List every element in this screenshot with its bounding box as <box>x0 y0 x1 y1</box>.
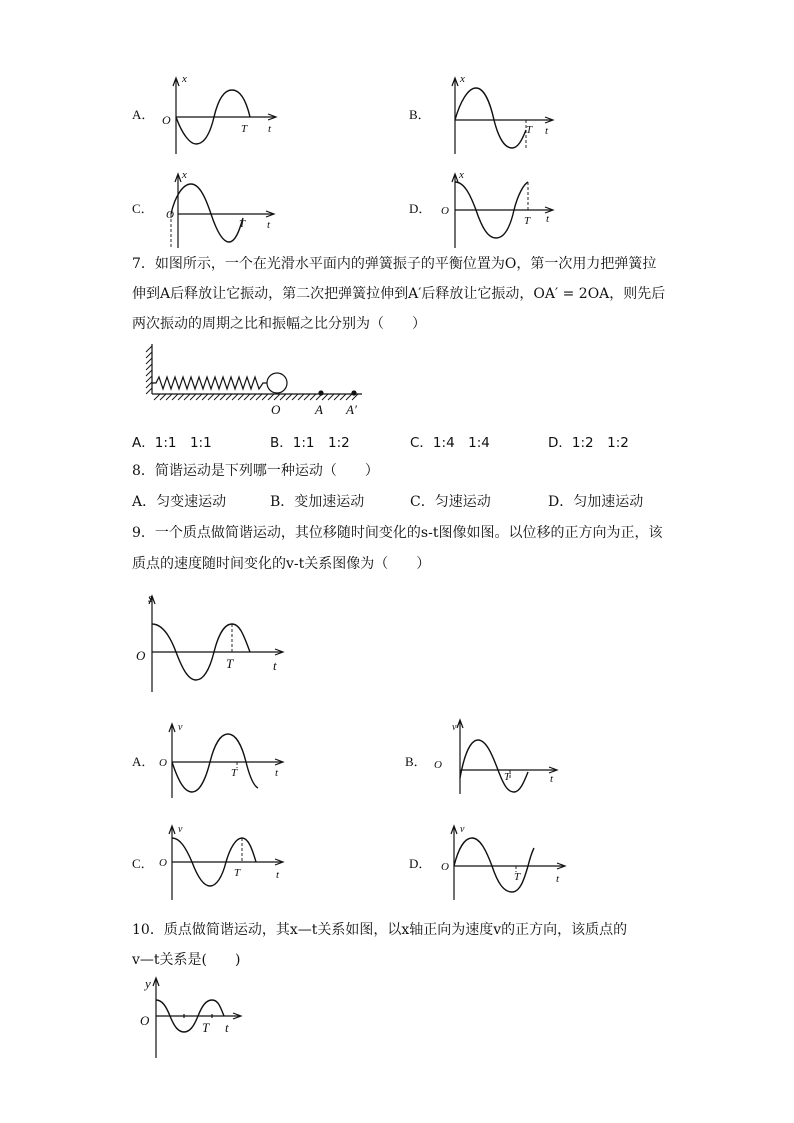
q10-origin: O <box>140 1013 150 1028</box>
q9-b-axis-v: v <box>452 722 457 733</box>
q6-graph-b <box>440 72 570 158</box>
q9-c-tick-T: T <box>234 867 241 879</box>
q6-option-b-label[interactable]: B． <box>409 107 431 122</box>
q6-b-axis-x-label: x <box>460 73 465 85</box>
q9-tick-T: T <box>226 656 234 671</box>
q9-b-tick-T: T <box>504 771 511 783</box>
q7-choice-d[interactable]: D．1:2 1:2 <box>548 435 629 451</box>
q9-option-a-label[interactable]: A． <box>132 754 155 769</box>
q6-b-tick-T: T <box>526 124 533 136</box>
q9-graph-a <box>158 720 293 800</box>
q10-tick-T: T <box>202 1020 210 1035</box>
q8-choice-d[interactable]: D．匀加速运动 <box>548 494 644 510</box>
q6-c-tick-T: T <box>239 218 246 230</box>
q9-d-axis-v: v <box>460 824 465 835</box>
point-A <box>318 390 323 395</box>
label-A-prime: A′ <box>346 402 357 417</box>
oscillator-ball <box>267 373 287 393</box>
q7-choice-b[interactable]: B．1:1 1:2 <box>270 435 350 451</box>
q9-origin: O <box>136 648 146 663</box>
q10-stem-line2: v—t关系是( ) <box>132 952 241 968</box>
q6-d-axis-x-label: x <box>459 169 464 181</box>
q6-c-axis-t: t <box>267 219 271 231</box>
q6-option-a-label[interactable]: A． <box>132 107 155 122</box>
q6-a-axis-t: t <box>268 123 272 135</box>
q10-x-t-graph <box>140 974 250 1064</box>
q8-choice-b[interactable]: B．变加速运动 <box>270 494 365 510</box>
q9-s-t-graph <box>136 590 296 695</box>
q6-graph-c <box>163 170 288 250</box>
q9-option-c-label[interactable]: C． <box>132 856 154 871</box>
q6-c-axis-x-label: x <box>182 169 187 181</box>
q9-option-b-label[interactable]: B． <box>405 754 427 769</box>
q7-stem-line1: 7．如图所示，一个在光滑水平面内的弹簧振子的平衡位置为O，第一次用力把弹簧拉 <box>132 256 657 272</box>
q9-d-origin: O <box>441 861 449 873</box>
q9-b-origin: O <box>434 759 442 771</box>
q6-a-axis-x-label: x <box>182 73 187 85</box>
q9-c-axis-t: t <box>276 869 280 881</box>
q6-graph-d <box>438 170 563 250</box>
q9-graph-b <box>434 716 566 798</box>
q6-b-axis-t: t <box>545 125 549 137</box>
q9-b-axis-t: t <box>550 773 554 785</box>
q9-c-origin: O <box>159 857 167 869</box>
q6-option-d-label[interactable]: D． <box>409 201 432 216</box>
q9-graph-d <box>440 822 575 902</box>
q10-axis-y: y <box>145 976 151 991</box>
q9-stem-line1: 9．一个质点做简谐运动，其位移随时间变化的s-t图像如图。以位移的正方向为正，该 <box>132 525 663 541</box>
q6-a-origin: O <box>162 113 171 127</box>
q7-stem-line3: 两次振动的周期之比和振幅之比分别为（ ） <box>132 316 426 332</box>
q8-choice-a[interactable]: A．匀变速运动 <box>132 494 227 510</box>
q6-graph-a <box>160 72 290 158</box>
q9-stem-line2: 质点的速度随时间变化的v-t关系图像为（ ） <box>132 556 431 572</box>
q6-d-axis-t: t <box>546 213 550 225</box>
q9-axis-t: t <box>273 658 277 673</box>
q9-axis-s: s <box>148 590 154 605</box>
q10-stem-line1: 10．质点做简谐运动，其x—t关系如图，以x轴正向为速度v的正方向，该质点的 <box>132 922 628 938</box>
spring-oscillator-figure <box>140 340 380 420</box>
spring <box>152 377 268 389</box>
q7-stem-line2: 伸到A后释放让它振动，第二次把弹簧拉伸到A′后释放让它振动，OA′ = 2OA，则先后 <box>132 286 666 302</box>
q6-c-origin: O <box>166 209 174 221</box>
q9-a-axis-v: v <box>178 722 183 733</box>
q6-option-c-label[interactable]: C． <box>132 201 154 216</box>
q6-d-origin: O <box>441 205 449 217</box>
q7-choice-c[interactable]: C．1:4 1:4 <box>410 435 490 451</box>
label-A: A <box>315 402 323 417</box>
q8-choice-c[interactable]: C．匀速运动 <box>410 494 491 510</box>
q8-stem: 8．简谐运动是下列哪一种运动（ ） <box>132 463 379 479</box>
q7-choice-a[interactable]: A．1:1 1:1 <box>132 435 212 451</box>
q9-c-axis-v: v <box>178 824 183 835</box>
q6-a-tick-T: T <box>241 123 248 135</box>
q6-d-tick-T: T <box>524 215 531 227</box>
q9-a-tick-T: T <box>231 767 238 779</box>
point-A-prime <box>351 390 356 395</box>
q9-a-origin: O <box>159 757 167 769</box>
label-O: O <box>271 402 281 417</box>
q9-d-tick-T: T <box>514 871 521 883</box>
q9-d-axis-t: t <box>556 873 560 885</box>
q10-axis-t: t <box>225 1020 229 1035</box>
q9-a-axis-t: t <box>275 767 279 779</box>
q9-option-d-label[interactable]: D． <box>409 856 432 871</box>
q9-graph-c <box>158 822 293 902</box>
